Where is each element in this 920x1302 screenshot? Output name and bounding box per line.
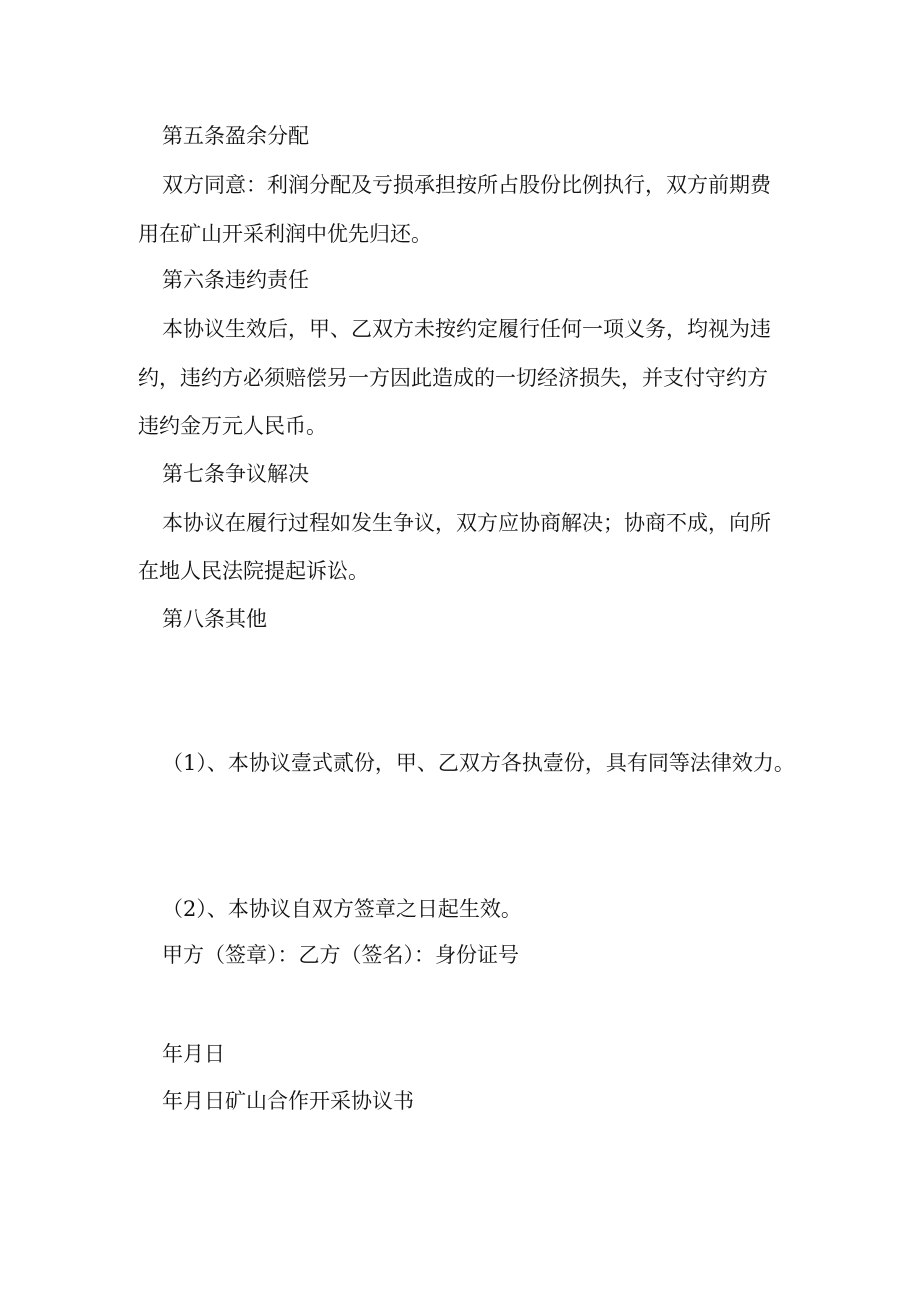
- article-5-paragraph-line-2: 用在矿山开采利润中优先归还。: [138, 222, 432, 246]
- date-line: 年月日: [162, 1042, 225, 1066]
- article-8-item-1: （1）、本协议壹式贰份，甲、乙双方各执壹份，具有同等法律效力。: [162, 751, 795, 775]
- article-7-heading: 第七条争议解决: [162, 462, 309, 486]
- article-6-paragraph-line-3: 违约金万元人民币。: [138, 414, 327, 438]
- article-5-heading: 第五条盈余分配: [162, 124, 309, 148]
- article-6-paragraph-line-2: 约，违约方必须赔偿另一方因此造成的一切经济损失，并支付守约方: [138, 366, 768, 390]
- signature-line: 甲方（签章）：乙方（签名）：身份证号: [162, 943, 519, 967]
- article-7-paragraph-line-1: 本协议在履行过程如发生争议，双方应协商解决；协商不成，向所: [162, 511, 771, 535]
- article-6-heading: 第六条违约责任: [162, 268, 309, 292]
- article-7-paragraph-line-2: 在地人民法院提起诉讼。: [138, 559, 369, 583]
- date-and-title-line: 年月日矿山合作开采协议书: [162, 1089, 414, 1113]
- article-8-item-2: （2）、本协议自双方签章之日起生效。: [162, 897, 522, 921]
- article-8-heading: 第八条其他: [162, 607, 267, 631]
- article-5-paragraph-line-1: 双方同意：利润分配及亏损承担按所占股份比例执行，双方前期费: [162, 173, 771, 197]
- article-6-paragraph-line-1: 本协议生效后，甲、乙双方未按约定履行任何一项义务，均视为违: [162, 317, 771, 341]
